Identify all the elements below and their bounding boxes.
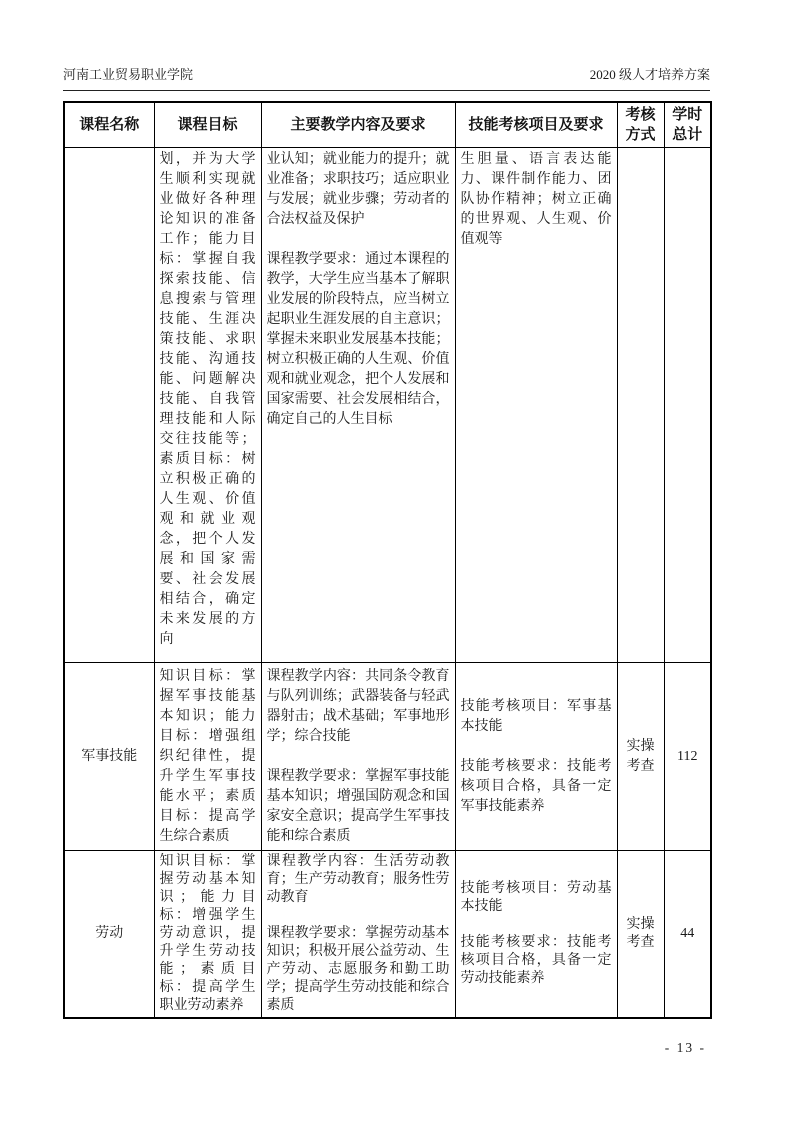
column-header-objectives: 课程目标 <box>154 102 261 148</box>
assessment-method-cell: 实操考查 <box>617 851 664 1019</box>
course-objectives-cell: 知识目标：掌握军事技能基本知识；能力目标：增强组织纪律性，提升学生军事技能水平；素质目标：提高学生综合素质 <box>154 663 261 851</box>
skill-assessment-cell <box>455 851 617 1019</box>
column-header-assessment-method: 考核方式 <box>617 102 664 148</box>
course-objectives-cell: 划，并为大学生顺利实现就业做好各种理论知识的准备工作；能力目标：掌握自我探索技能、信息搜索与管理技能、生涯决策技能、求职技能、沟通技能、问题解决技能、自我管理技能和人际交往技能等；素质目标：树立积极正确的人生观、价值观和就业观念，把个人发展和国家需要、社会发展相结合，确定未来发展的方向 <box>154 148 261 663</box>
course-table <box>63 101 712 1019</box>
skill-assessment-paragraph: 技能考核项目：军事基本技能 <box>460 698 612 734</box>
total-hours-cell <box>664 148 711 663</box>
course-name-cell: 劳动 <box>64 851 154 1019</box>
column-header-skill-assessment: 技能考核项目及要求 <box>455 102 617 148</box>
total-hours-cell: 44 <box>664 851 711 1019</box>
teaching-requirements-paragraph: 课程教学要求：通过本课程的教学，大学生应当基本了解职业发展的阶段特点，应当树立起职业生涯发展的自主意识；掌握未来职业发展基本技能；树立积极正确的人生观、价值观和就业观念，把个人发展和国家需要、社会发展相结合，确定自己的人生目标 <box>266 252 450 427</box>
teaching-content-cell <box>261 851 455 1019</box>
document-header <box>63 66 710 91</box>
teaching-content-paragraph: 课程教学内容：生活劳动教育；生产劳动教育；服务性劳动教育 <box>266 854 450 905</box>
skill-assessment-cell <box>455 663 617 851</box>
total-hours-cell: 112 <box>664 663 711 851</box>
teaching-requirements-paragraph: 课程教学要求：掌握军事技能基本知识；增强国防观念和国家安全意识；提高学生军事技能和综合素质 <box>266 768 450 844</box>
table-row-labor <box>64 851 711 1019</box>
skill-requirements-paragraph: 技能考核要求：技能考核项目合格，具备一定军事技能素养 <box>460 758 612 814</box>
course-objectives-cell: 知识目标：掌握劳动基本知识；能力目标：增强学生劳动意识，提升学生劳动技能；素质目标：提高学生职业劳动素养 <box>154 851 261 1019</box>
course-name-cell: 军事技能 <box>64 663 154 851</box>
assessment-method-cell: 实操考查 <box>617 663 664 851</box>
table-row-career-continued <box>64 148 711 663</box>
teaching-requirements-paragraph: 课程教学要求：掌握劳动基本知识；积极开展公益劳动、生产劳动、志愿服务和勤工助学；提高学生劳动技能和综合素质 <box>266 926 450 1013</box>
teaching-content-paragraph: 课程教学内容：共同条令教育与队列训练；武器装备与轻武器射击；战术基础；军事地形学；综合技能 <box>266 668 450 744</box>
header-school-name: 河南工业贸易职业学院 <box>63 67 194 82</box>
skill-assessment-cell <box>455 148 617 663</box>
table-header-row <box>64 102 711 148</box>
assessment-method-cell <box>617 148 664 663</box>
teaching-content-cell <box>261 663 455 851</box>
header-plan-title: 2020 级人才培养方案 <box>589 67 710 82</box>
teaching-content-cell <box>261 148 455 663</box>
course-name-cell <box>64 148 154 663</box>
column-header-total-hours: 学时总计 <box>664 102 711 148</box>
column-header-course-name: 课程名称 <box>64 102 154 148</box>
column-header-teaching-content: 主要教学内容及要求 <box>261 102 455 148</box>
skill-requirements-paragraph: 技能考核要求：技能考核项目合格，具备一定劳动技能素养 <box>460 935 612 986</box>
skill-assessment-paragraph: 技能考核项目：劳动基本技能 <box>460 881 612 914</box>
teaching-content-paragraph: 业认知；就业能力的提升；就业准备；求职技巧；适应职业与发展；就业步骤；劳动者的合法权益及保护 <box>266 152 450 227</box>
skill-assessment-paragraph: 生胆量、语言表达能力、课件制作能力、团队协作精神；树立正确的世界观、人生观、价值观等 <box>460 152 612 247</box>
page-number: - 13 - <box>664 1040 706 1055</box>
table-row-military-skills <box>64 663 711 851</box>
